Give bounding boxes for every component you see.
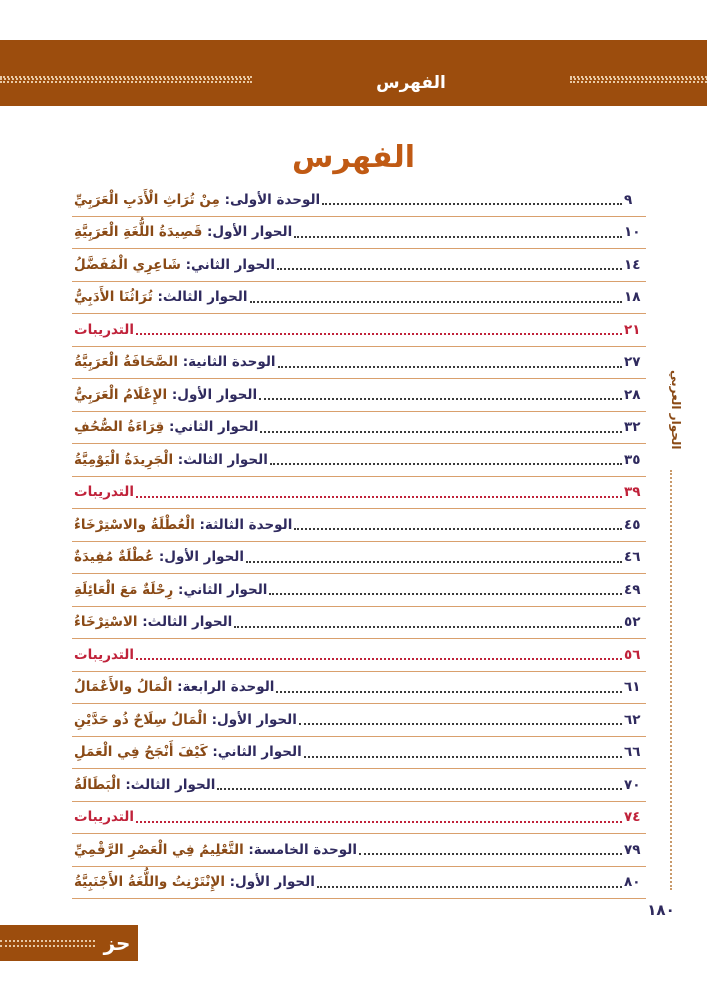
toc-entry-label: [72, 517, 292, 533]
toc-entry-label: [72, 419, 258, 435]
toc-dot-leader: [217, 787, 622, 790]
toc-dot-leader: [260, 430, 622, 433]
toc-entry-label: [72, 257, 275, 273]
toc-dot-leader: [277, 267, 622, 270]
toc-page-number: ١٠: [624, 224, 641, 241]
toc-page-number: ١٨: [624, 289, 641, 306]
toc-entry-prefix: التدريبات: [74, 484, 134, 501]
toc-entry-title: رِحْلَةٌ مَعَ الْعَائِلَةِ: [74, 581, 174, 598]
toc-entry-prefix: الوحدة الثالثة:: [199, 516, 293, 533]
toc-page-number: ٤٥: [624, 516, 641, 533]
toc-dot-leader: [259, 397, 622, 400]
toc-entry-title: كَيْفَ أَنْجَحُ فِي الْعَمَلِ: [74, 744, 208, 761]
toc-lesson-row[interactable]: [72, 282, 646, 315]
side-label: الحوار العربي: [669, 370, 683, 450]
toc-entry-title: الْبَطَالَةُ: [74, 776, 121, 793]
toc-entry-prefix: الحوار الثالث:: [177, 451, 268, 468]
toc-dot-leader: [317, 885, 622, 888]
footer-decoration: [0, 940, 95, 947]
toc-entry-prefix: الوحدة الخامسة:: [248, 841, 357, 858]
toc-entry-prefix: التدريبات: [74, 646, 134, 663]
toc-entry-label: [72, 842, 357, 858]
side-decoration: [670, 470, 672, 890]
toc-unit-row[interactable]: [72, 834, 646, 867]
toc-page-number: ٤٦: [624, 549, 641, 566]
table-of-contents: [72, 184, 646, 899]
toc-entry-label: [72, 809, 134, 825]
toc-dot-leader: [269, 592, 622, 595]
toc-dot-leader: [322, 202, 622, 205]
toc-entry-prefix: الحوار الثالث:: [157, 289, 248, 306]
toc-entry-label: [72, 452, 268, 468]
toc-entry-title: الْمَالُ سِلَاحٌ ذُو حَدَّيْنِ: [74, 711, 207, 728]
toc-dot-leader: [136, 820, 622, 823]
toc-entry-prefix: التدريبات: [74, 321, 134, 338]
toc-page-number: ٧٠: [624, 776, 641, 793]
toc-entry-label: [72, 777, 215, 793]
header-title: الفهرس: [376, 73, 446, 93]
toc-dot-leader: [270, 462, 622, 465]
toc-page-number: ٣٥: [624, 451, 641, 468]
toc-dot-leader: [294, 527, 622, 530]
toc-entry-label: [72, 192, 320, 208]
toc-entry-title: الإِعْلَامُ الْعَرَبِيُّ: [74, 386, 168, 403]
toc-entry-label: [72, 712, 297, 728]
toc-page-number: ٥٢: [624, 614, 641, 631]
toc-unit-row[interactable]: [72, 347, 646, 380]
toc-entry-title: شَاعِرِي الْمُفَضَّلُ: [74, 256, 181, 273]
toc-entry-prefix: الوحدة الأولى:: [224, 191, 321, 208]
toc-page-number: ١٤: [624, 256, 641, 273]
toc-entry-prefix: الحوار الأول:: [211, 711, 297, 728]
toc-page-number: ٣٩: [624, 484, 641, 501]
toc-entry-label: [72, 614, 232, 630]
toc-entry-label: [72, 549, 244, 565]
toc-exercise-row[interactable]: [72, 477, 646, 510]
toc-entry-label: [72, 289, 248, 305]
toc-dot-leader: [136, 332, 622, 335]
toc-entry-prefix: الحوار الأول:: [158, 549, 245, 566]
toc-entry-title: الصَّحَافَةُ الْعَرَبِيَّةُ: [74, 354, 179, 371]
toc-lesson-row[interactable]: [72, 412, 646, 445]
toc-page-number: ٤٩: [624, 581, 641, 598]
toc-entry-prefix: الوحدة الثانية:: [182, 354, 276, 371]
header-decoration-left: [0, 76, 252, 83]
header-decoration-right: [570, 76, 707, 83]
toc-entry-title: قَصِيدَةُ اللُّغَةِ الْعَرَبِيَّةِ: [74, 224, 203, 241]
toc-entry-title: التَّعْلِيمُ فِي الْعَصْرِ الرَّقْمِيِّ: [74, 841, 244, 858]
toc-dot-leader: [299, 722, 622, 725]
toc-lesson-row[interactable]: [72, 769, 646, 802]
toc-dot-leader: [276, 690, 622, 693]
toc-lesson-row[interactable]: [72, 574, 646, 607]
toc-exercise-row[interactable]: [72, 639, 646, 672]
toc-page-number: ٩: [624, 191, 633, 208]
toc-dot-leader: [136, 657, 622, 660]
toc-dot-leader: [250, 300, 622, 303]
toc-entry-prefix: الحوار الثاني:: [212, 744, 302, 761]
toc-entry-label: [72, 387, 257, 403]
toc-entry-label: [72, 322, 134, 338]
footer-logo: حز: [103, 931, 131, 955]
toc-unit-row[interactable]: [72, 509, 646, 542]
toc-entry-title: الْعُطْلَةُ والاسْتِرْخَاءُ: [74, 516, 195, 533]
toc-entry-label: [72, 874, 315, 890]
toc-unit-row[interactable]: [72, 672, 646, 705]
toc-entry-label: [72, 647, 134, 663]
toc-page-number: ٣٢: [624, 419, 641, 436]
toc-page-number: ٢٨: [624, 386, 641, 403]
toc-page-number: ٢١: [624, 321, 641, 338]
toc-entry-title: الْمَالُ والأَعْمَالُ: [74, 679, 173, 696]
toc-entry-prefix: الحوار الأول:: [229, 874, 315, 891]
toc-page-number: ٨٠: [624, 874, 641, 891]
toc-dot-leader: [278, 365, 622, 368]
toc-entry-prefix: الحوار الثاني:: [178, 581, 268, 598]
page-title: الفهرس: [291, 140, 415, 175]
toc-lesson-row[interactable]: [72, 249, 646, 282]
toc-entry-title: قِرَاءَةُ الصُّحُفِ: [74, 419, 165, 436]
toc-page-number: ٦٦: [624, 744, 641, 761]
toc-entry-prefix: الحوار الثالث:: [125, 776, 216, 793]
toc-entry-label: [72, 354, 276, 370]
toc-entry-label: [72, 484, 134, 500]
toc-lesson-row[interactable]: [72, 607, 646, 640]
toc-entry-title: الْجَرِيدَةُ الْيَوْمِيَّةُ: [74, 451, 174, 468]
toc-entry-label: [72, 582, 267, 598]
toc-page-number: ٧٩: [624, 841, 641, 858]
toc-entry-prefix: الحوار الثالث:: [142, 614, 233, 631]
toc-page-number: ٥٦: [624, 646, 641, 663]
toc-dot-leader: [246, 560, 622, 563]
toc-lesson-row[interactable]: [72, 704, 646, 737]
toc-entry-title: الاسْتِرْخَاءُ: [74, 614, 138, 631]
toc-lesson-row[interactable]: [72, 542, 646, 575]
toc-entry-prefix: التدريبات: [74, 809, 134, 826]
toc-entry-prefix: الحوار الثاني:: [168, 419, 259, 436]
toc-entry-title: تُرَاثُنَا الأَدَبِيُّ: [74, 289, 153, 306]
toc-dot-leader: [234, 625, 622, 628]
toc-lesson-row[interactable]: [72, 217, 646, 250]
toc-entry-prefix: الحوار الأول:: [171, 386, 258, 403]
toc-exercise-row[interactable]: [72, 802, 646, 835]
toc-lesson-row[interactable]: [72, 379, 646, 412]
page-number: ١٨٠: [647, 901, 675, 919]
toc-unit-row[interactable]: [72, 184, 646, 217]
toc-entry-label: [72, 224, 292, 240]
toc-dot-leader: [136, 495, 622, 498]
toc-entry-title: مِنْ تُرَاثِ الْأَدَبِ الْعَرَبِيِّ: [74, 191, 220, 208]
toc-dot-leader: [294, 235, 622, 238]
toc-page-number: ٢٧: [624, 354, 641, 371]
toc-entry-title: عُطْلَةٌ مُفِيدَةٌ: [74, 549, 155, 566]
toc-page-number: ٦٢: [624, 711, 641, 728]
toc-entry-label: [72, 679, 274, 695]
toc-page-number: ٧٤: [624, 809, 641, 826]
toc-entry-prefix: الحوار الأول:: [207, 224, 293, 241]
toc-entry-prefix: الوحدة الرابعة:: [177, 679, 275, 696]
toc-exercise-row[interactable]: [72, 314, 646, 347]
toc-dot-leader: [359, 852, 622, 855]
toc-entry-label: [72, 744, 302, 760]
toc-lesson-row[interactable]: [72, 444, 646, 477]
toc-lesson-row[interactable]: [72, 867, 646, 900]
toc-lesson-row[interactable]: [72, 737, 646, 770]
toc-dot-leader: [304, 755, 622, 758]
toc-page-number: ٦١: [624, 679, 641, 696]
toc-entry-title: الإِنْتَرْنِتُ واللُّغَةُ الأَجْنَبِيَّةُ: [74, 874, 225, 891]
toc-entry-prefix: الحوار الثاني:: [185, 256, 275, 273]
